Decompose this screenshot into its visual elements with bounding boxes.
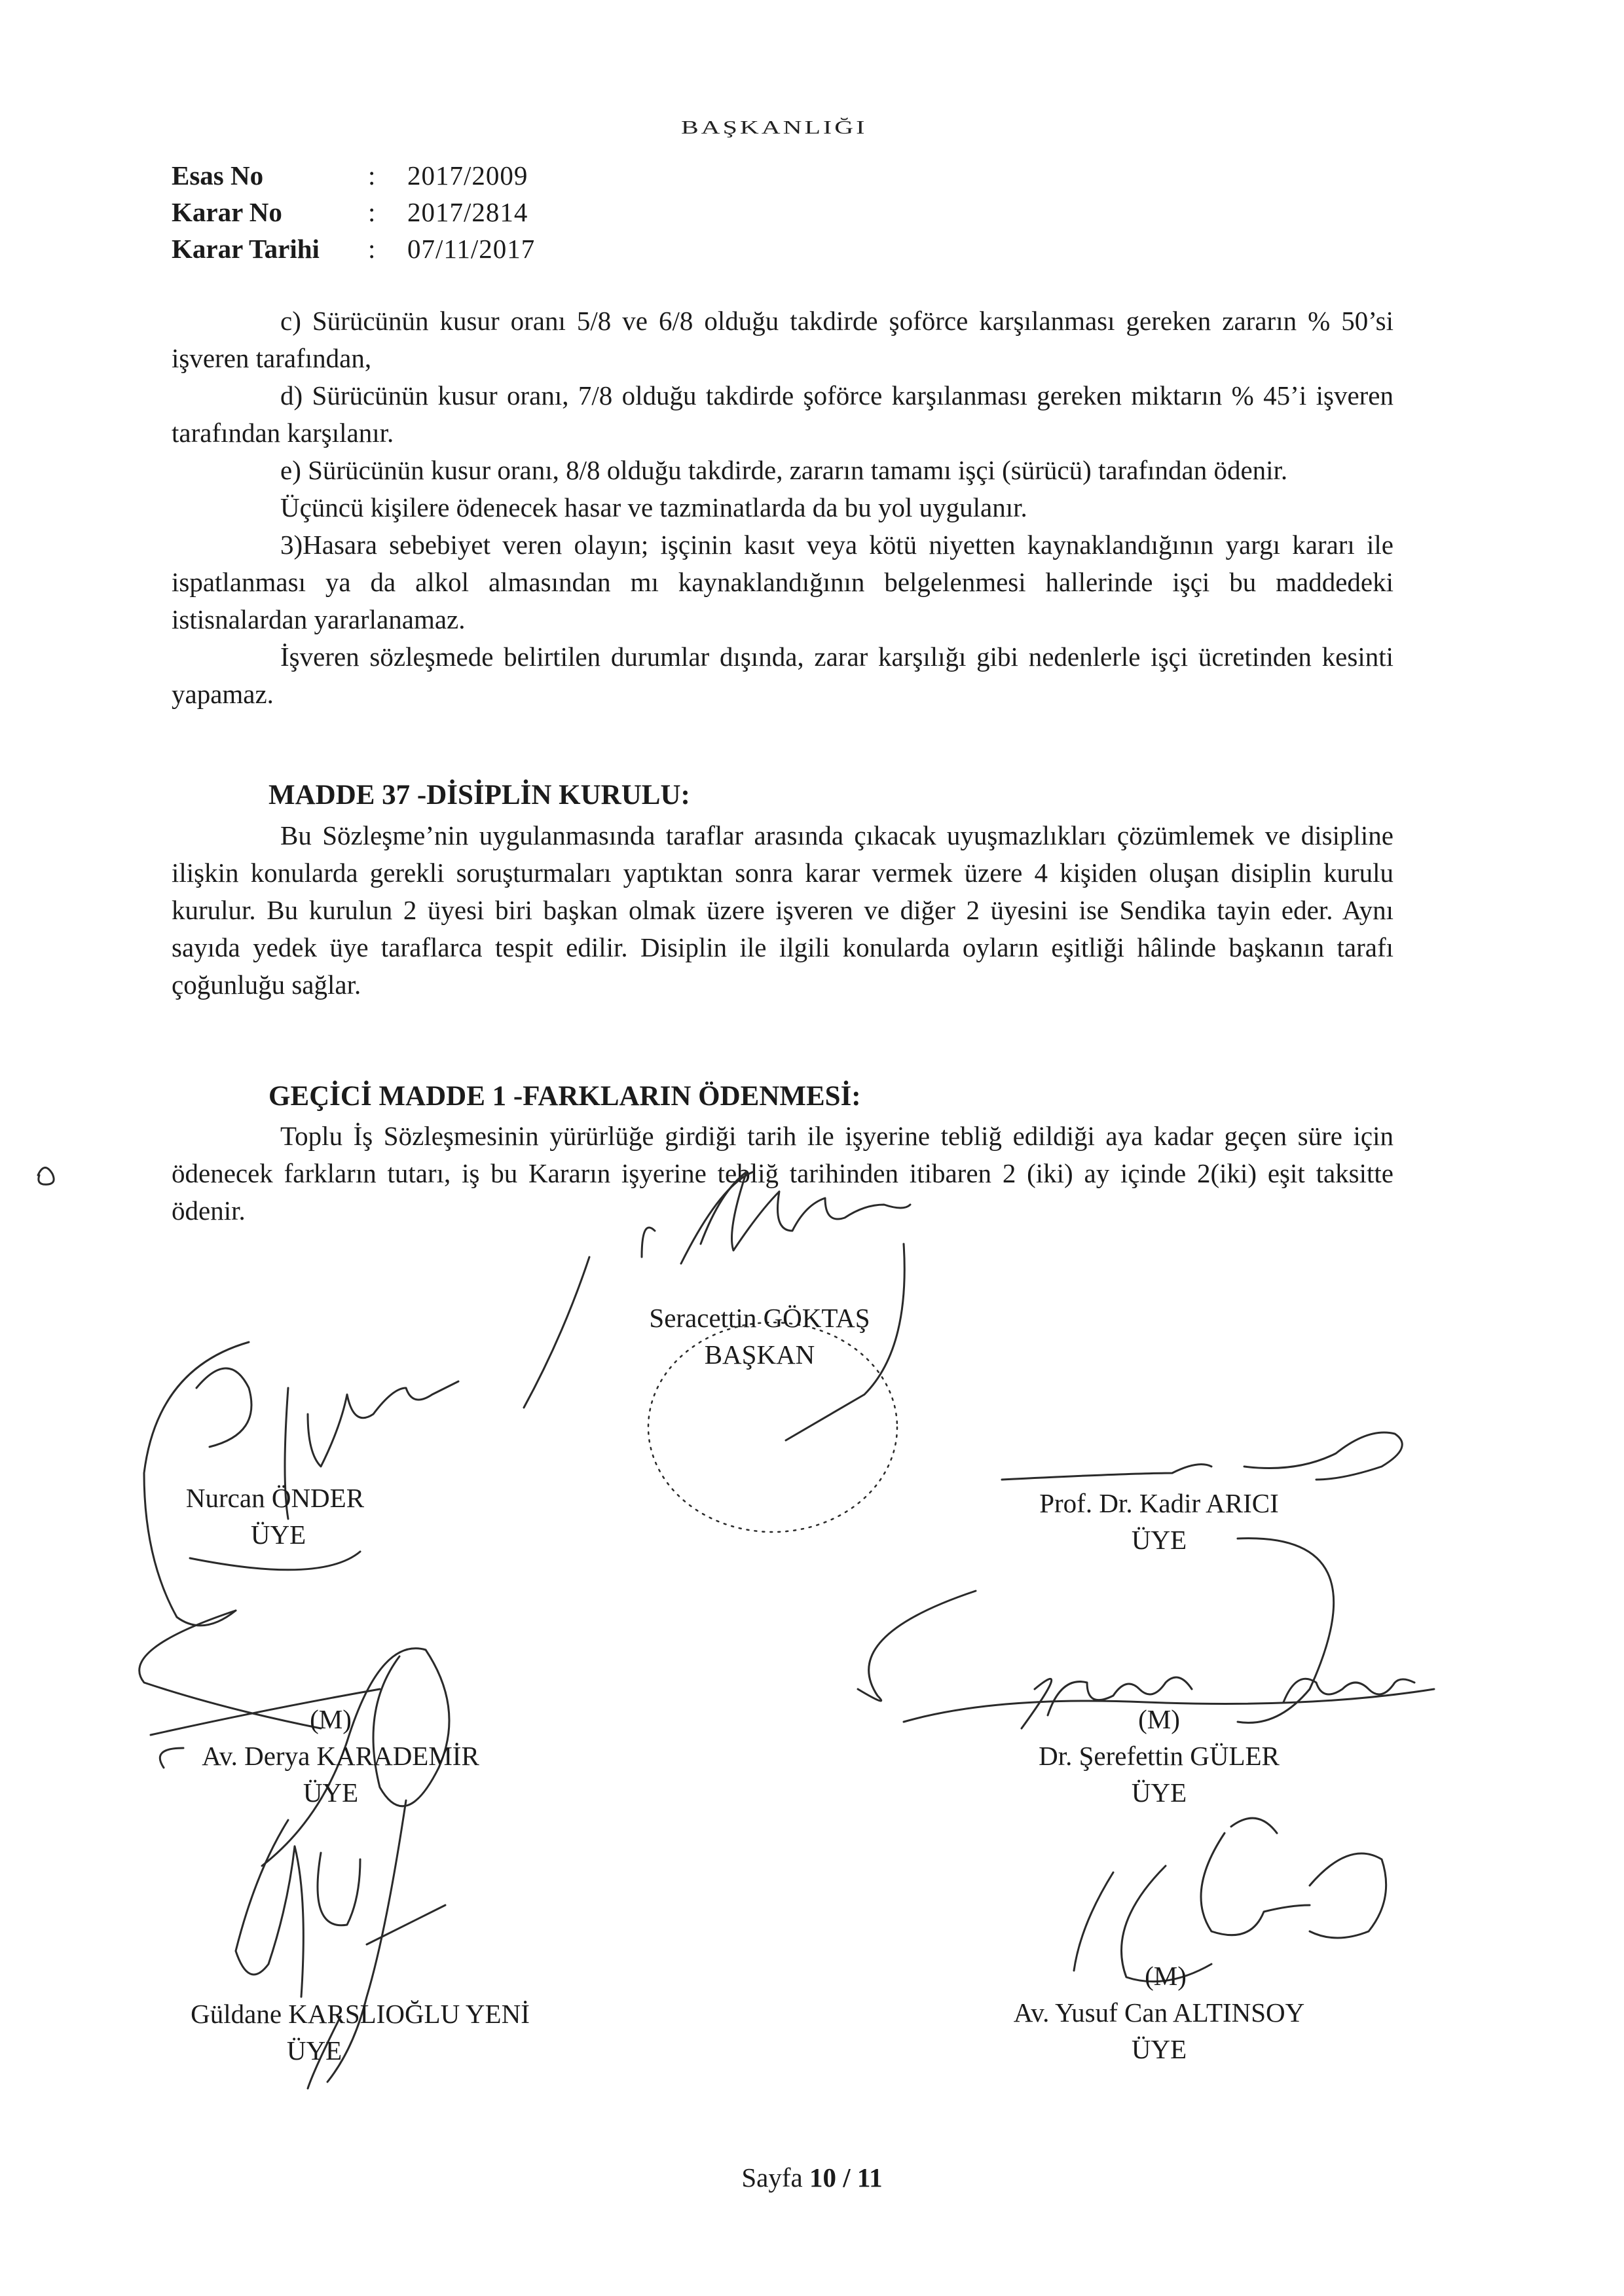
madde-37-heading: MADDE 37 -DİSİPLİN KURULU: bbox=[268, 780, 690, 811]
clause-d: d) Sürücünün kusur oranı, 7/8 olduğu takdirde şoförce karşılanması gereken miktarın % 45’i işveren tarafından karşılanır. bbox=[172, 380, 1393, 448]
signatory-nurcan bbox=[157, 1480, 393, 1553]
yusuf-mark: (M) bbox=[1145, 1961, 1187, 1991]
karar-tarihi-value: 07/11/2017 bbox=[407, 234, 536, 264]
page-separator: / bbox=[843, 2162, 851, 2193]
nurcan-name: Nurcan ÖNDER bbox=[185, 1483, 365, 1513]
signatory-yusuf bbox=[956, 1958, 1362, 2068]
guldane-name: Güldane KARSLIOĞLU YENİ bbox=[191, 1999, 530, 2029]
gecici-madde-heading: GEÇİCİ MADDE 1 -FARKLARIN ÖDENMESİ: bbox=[268, 1081, 861, 1112]
karar-tarihi-row bbox=[172, 230, 535, 267]
signatory-serefettin bbox=[982, 1701, 1336, 1811]
signatory-guldane bbox=[151, 1995, 570, 2069]
baskan-name: Seracettin GÖKTAŞ bbox=[649, 1303, 870, 1333]
signatory-kadir bbox=[995, 1485, 1323, 1558]
madde-37-text: Bu Sözleşme’nin uygulanmasında taraflar arasında çıkacak uyuşmazlıkları çözümlemek ve disipline ilişkin konularda gerekli soruşturmaları yaptıktan sonra karar vermek üzere 4 kişiden oluşan disiplin kurulu kurulur. Bu kurulun 2 üyesi biri başkan olmak üzere işveren ve diğer 2 üyesini ise Sendika tayin eder. Aynı sayıda yedek üye taraflarca tespit edilir. Disiplin ile ilgili konularda oyların eşitliği hâlinde başkanın tarafı çoğunluğu sağlar. bbox=[172, 820, 1393, 1000]
signatory-baskan bbox=[576, 1300, 943, 1373]
baskan-role: BAŞKAN bbox=[704, 1339, 815, 1370]
third-party-note: Üçüncü kişilere ödenecek hasar ve tazminatlarda da bu yol uygulanır. bbox=[280, 492, 1027, 522]
page-total: 11 bbox=[857, 2162, 883, 2193]
margin-mark-icon bbox=[38, 1167, 54, 1184]
clause-e: e) Sürücünün kusur oranı, 8/8 olduğu takdirde, zararın tamamı işçi (sürücü) tarafından ödenir. bbox=[280, 455, 1288, 485]
derya-role: ÜYE bbox=[303, 1777, 359, 1808]
clause-3: 3)Hasara sebebiyet veren olayın; işçinin kasıt veya kötü niyetten kaynaklandığının yargı kararı ile ispatlanması ya da alkol almasından mı kaynaklandığının belgelenmesi hallerinde işçi bu maddedeki istisnalardan yararlanamaz. bbox=[172, 530, 1393, 634]
guldane-role: ÜYE bbox=[286, 2035, 342, 2066]
serefettin-name: Dr. Şerefettin GÜLER bbox=[1039, 1741, 1280, 1771]
serefettin-role: ÜYE bbox=[1131, 1777, 1187, 1808]
case-metadata bbox=[172, 157, 535, 267]
kadir-role: ÜYE bbox=[1131, 1525, 1187, 1555]
signatory-derya bbox=[157, 1701, 524, 1811]
esas-no-row bbox=[172, 157, 535, 194]
institution-title: BAŞKANLIĞI bbox=[681, 117, 868, 138]
derya-mark: (M) bbox=[310, 1704, 352, 1734]
nurcan-role: ÜYE bbox=[250, 1520, 306, 1550]
colon: : bbox=[368, 234, 376, 264]
kadir-signature-icon bbox=[1002, 1432, 1402, 1480]
karar-tarihi-label: Karar Tarihi bbox=[172, 234, 320, 264]
kadir-name: Prof. Dr. Kadir ARICI bbox=[1039, 1488, 1279, 1518]
derya-name: Av. Derya KARADEMİR bbox=[202, 1741, 479, 1771]
article-36-continuation bbox=[172, 302, 1393, 713]
karar-no-value: 2017/2814 bbox=[407, 197, 528, 227]
page-current: 10 bbox=[809, 2162, 836, 2193]
deduction-note: İşveren sözleşmede belirtilen durumlar dışında, zarar karşılığı gibi nedenlerle işçi ücretinden kesinti yapamaz. bbox=[172, 642, 1393, 709]
gecici-madde-body bbox=[172, 1118, 1393, 1230]
karar-no-row bbox=[172, 194, 535, 230]
madde-37-body bbox=[172, 817, 1393, 1004]
karar-no-label: Karar No bbox=[172, 197, 282, 227]
yusuf-name: Av. Yusuf Can ALTINSOY bbox=[1013, 1997, 1305, 2028]
page-number bbox=[0, 2162, 1624, 2193]
esas-no-value: 2017/2009 bbox=[407, 160, 528, 191]
page-label: Sayfa bbox=[741, 2162, 803, 2193]
yusuf-role: ÜYE bbox=[1131, 2034, 1187, 2064]
colon: : bbox=[368, 197, 376, 227]
clause-c: c) Sürücünün kusur oranı 5/8 ve 6/8 olduğu takdirde şoförce karşılanması gereken zararın % 50’si işveren tarafından, bbox=[172, 306, 1393, 373]
gecici-madde-text: Toplu İş Sözleşmesinin yürürlüğe girdiği tarih ile işyerine tebliğ edildiği aya kadar geçen süre için ödenecek farkların tutarı, iş bu Kararın işyerine tebliğ tarihinden itibaren 2 (iki) ay içinde 2(iki) eşit taksitte ödenir. bbox=[172, 1121, 1393, 1226]
colon: : bbox=[368, 160, 376, 191]
serefettin-mark: (M) bbox=[1138, 1704, 1180, 1734]
esas-no-label: Esas No bbox=[172, 160, 264, 191]
serefettin-signature-icon bbox=[858, 1539, 1434, 1728]
